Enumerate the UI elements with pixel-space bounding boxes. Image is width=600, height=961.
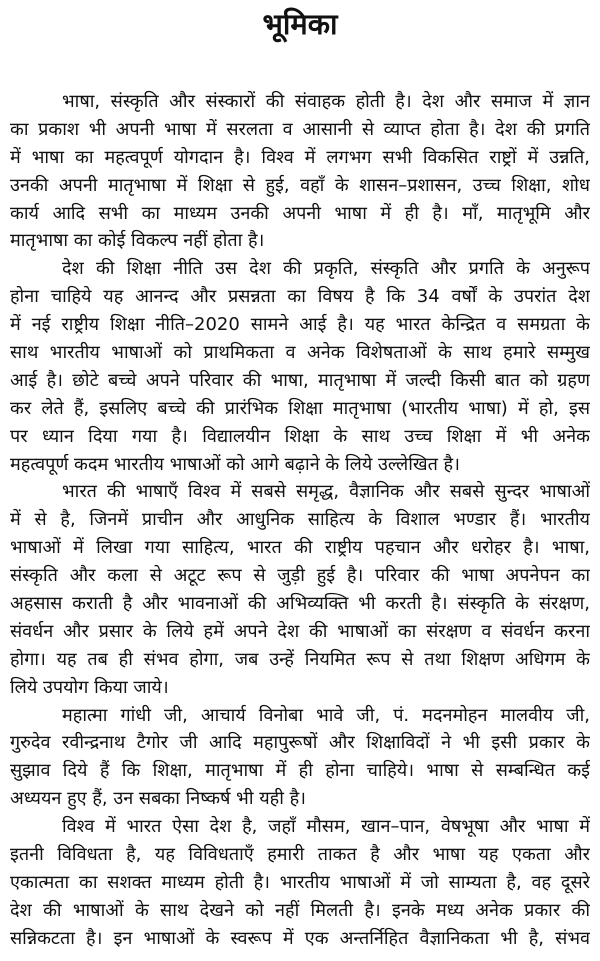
text-line: भाषा, संस्कृति और संस्कारों की संवाहक होती है। देश और समाज में ज्ञान — [62, 91, 590, 112]
text-line: देश की शिक्षा नीति उस देश की प्रकृति, संस्कृति और प्रगति के अनुरूप — [62, 258, 590, 280]
paragraph — [10, 813, 590, 952]
text-line: एकात्मता का सशक्त माध्यम होती है। भारतीय भाषाओं में जो साम्यता है, वह दूसरे — [10, 871, 590, 893]
text-line: होगा। यह तब ही संभव होगा, जब उन्हें नियमित रूप से तथा शिक्षण अधिगम के — [10, 648, 590, 670]
text-line: लिये उपयोग किया जाये। — [10, 676, 169, 698]
text-line: में भाषा का महत्वपूर्ण योगदान है। विश्व में लगभग सभी विकसित राष्ट्रों में उन्नति, — [10, 146, 590, 168]
paragraph — [10, 702, 590, 814]
text-line: इतनी विविधता है, यह विविधताएँ हमारी ताकत है और भाषा यह एकता और — [10, 844, 590, 866]
text-line: महात्मा गांधी जी, आचार्य विनोबा भावे जी, पं. मदनमोहन मालवीय जी, — [62, 704, 590, 726]
text-line: पर ध्यान दिया गया है। विद्यालयीन शिक्षा के साथ उच्च शिक्षा में भी अनेक — [10, 425, 590, 447]
text-line: कार्य आदि सभी का माध्यम उनकी अपनी भाषा में ही है। माँ, मातृभूमि और — [10, 202, 590, 224]
text-line: भाषाओं में लिखा गया साहित्य, भारत की राष्ट्रीय पहचान और धरोहर है। भाषा, — [10, 537, 590, 559]
text-line: भारत की भाषाएँ विश्व में सबसे समृद्ध, वैज्ञानिक और सबसे सुन्दर भाषाओं — [62, 481, 590, 503]
text-line: विश्व में भारत ऐसा देश है, जहाँ मौसम, खान–पान, वेषभूषा और भाषा में — [62, 816, 590, 838]
paragraph — [10, 88, 590, 255]
page-title: भूमिका — [262, 7, 338, 41]
text-line: साथ भारतीय भाषाओं को प्राथमिकता व अनेक विशेषताओं के साथ हमारे सम्मुख — [10, 342, 590, 364]
text-line: होना चाहिये यह आनन्द और प्रसन्नता का विषय है कि 34 वर्षों के उपरांत देश — [10, 286, 590, 308]
text-line: उनकी अपनी मातृभाषा में शिक्षा से हुई, वहाँ के शासन–प्रशासन, उच्च शिक्षा, शोध — [10, 174, 590, 196]
text-line: संवर्धन और प्रसार के लिये हमें अपने देश की भाषाओं का संरक्षण व संवर्धन करना — [10, 620, 590, 642]
paragraph — [10, 478, 590, 701]
text-line: देश की भाषाओं के साथ देखने को नहीं मिलती है। इनके मध्य अनेक प्रकार की — [10, 899, 590, 921]
text-line: कर लेते हैं, इसलिए बच्चे की प्रारंभिक शिक्षा मातृभाषा (भारतीय भाषा) में हो, इस — [10, 397, 590, 419]
document-body — [10, 88, 590, 953]
text-line: अध्ययन हुए हैं, उन सबका निष्कर्ष भी यही है। — [10, 788, 306, 810]
text-line: सन्निकटता है। इन भाषाओं के स्वरूप में एक अन्तर्निहित वैज्ञानिकता भी है, संभव — [10, 927, 590, 949]
text-line: आई है। छोटे बच्चे अपने परिवार की भाषा, मातृभाषा में जल्दी किसी बात को ग्रहण — [10, 369, 590, 391]
text-line: में से है, जिनमें प्राचीन और आधुनिक साहित्य के विशाल भण्डार हैं। भारतीय — [10, 509, 590, 531]
paragraph — [10, 255, 590, 478]
text-line: गुरुदेव रवीन्द्रनाथ टैगोर जी आदि महापुरूषों और शिक्षाविदों ने भी इसी प्रकार के — [10, 732, 590, 754]
text-line: महत्वपूर्ण कदम भारतीय भाषाओं को आगे बढ़ाने के लिये उल्लेखित है। — [10, 453, 460, 475]
text-line: संस्कृति और कला से अटूट रूप से जुड़ी हुई है। परिवार की भाषा अपनेपन का — [10, 565, 590, 587]
text-line: सुझाव दिये हैं कि शिक्षा, मातृभाषा में ही होना चाहिये। भाषा से सम्बन्धित कई — [10, 760, 590, 782]
text-line: मातृभाषा का कोई विकल्प नहीं होता है। — [10, 230, 265, 252]
text-line: का प्रकाश भी अपनी भाषा में सरलता व आसानी से व्याप्त होता है। देश की प्रगति — [10, 118, 590, 140]
text-line: अहसास कराती है और भावनाओं की अभिव्यक्ति भी करती है। संस्कृति के संरक्षण, — [10, 593, 590, 615]
text-line: में नई राष्ट्रीय शिक्षा नीति–2020 सामने आई है। यह भारत केन्द्रित व समग्रता के — [10, 314, 590, 336]
